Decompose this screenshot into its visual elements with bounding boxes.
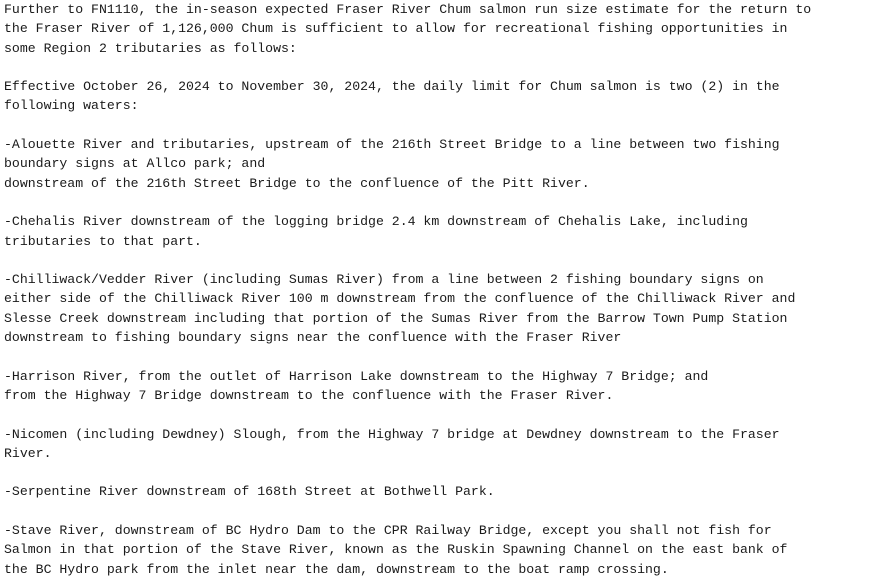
water-nicomen-slough <box>4 425 886 464</box>
text-line: some Region 2 tributaries as follows: <box>4 40 297 56</box>
text-line: the BC Hydro park from the inlet near the dam, downstream to the boat ramp crossing. <box>4 561 669 577</box>
paragraph-spacer <box>4 347 886 366</box>
text-line: downstream of the 216th Street Bridge to the confluence of the Pitt River. <box>4 175 590 191</box>
text-line: -Chilliwack/Vedder River (including Sumas River) from a line between 2 fishing boundary signs on <box>4 272 764 288</box>
paragraph-spacer <box>4 463 886 482</box>
water-chehalis-river <box>4 212 886 251</box>
text-line: tributaries to that part. <box>4 233 202 249</box>
text-line: -Alouette River and tributaries, upstream of the 216th Street Bridge to a line between two fishing <box>4 137 780 153</box>
water-serpentine-river <box>4 482 886 501</box>
text-line: following waters: <box>4 98 139 114</box>
text-line: Effective October 26, 2024 to November 30, 2024, the daily limit for Chum salmon is two (2) in the <box>4 79 780 95</box>
paragraph-spacer <box>4 405 886 424</box>
water-harrison-river <box>4 367 886 406</box>
paragraph-spacer <box>4 251 886 270</box>
text-line: downstream to fishing boundary signs near the confluence with the Fraser River <box>4 330 622 346</box>
text-line: Salmon in that portion of the Stave River, known as the Ruskin Spawning Channel on the east bank of <box>4 542 788 558</box>
water-stave-river <box>4 521 886 579</box>
text-line: from the Highway 7 Bridge downstream to the confluence with the Fraser River. <box>4 387 614 403</box>
text-line: Further to FN1110, the in-season expected Fraser River Chum salmon run size estimate for the return to <box>4 2 812 17</box>
text-line: River. <box>4 445 52 461</box>
notice-document <box>4 0 886 579</box>
effective-date-paragraph <box>4 77 886 116</box>
paragraph-spacer <box>4 116 886 135</box>
water-chilliwack-vedder-river <box>4 270 886 347</box>
text-line: Slesse Creek downstream including that portion of the Sumas River from the Barrow Town Pump Station <box>4 310 788 326</box>
paragraph-spacer <box>4 193 886 212</box>
text-line: -Nicomen (including Dewdney) Slough, from the Highway 7 bridge at Dewdney downstream to the Fraser <box>4 426 780 442</box>
text-line: boundary signs at Allco park; and <box>4 156 266 172</box>
water-alouette-river <box>4 135 886 193</box>
text-line: -Serpentine River downstream of 168th Street at Bothwell Park. <box>4 484 495 500</box>
paragraph-spacer <box>4 502 886 521</box>
text-line: either side of the Chilliwack River 100 m downstream from the confluence of the Chilliwack River and <box>4 291 796 307</box>
text-line: -Chehalis River downstream of the logging bridge 2.4 km downstream of Chehalis Lake, including <box>4 214 748 230</box>
text-line: -Stave River, downstream of BC Hydro Dam to the CPR Railway Bridge, except you shall not fish for <box>4 523 772 539</box>
intro-paragraph <box>4 0 886 58</box>
paragraph-spacer <box>4 58 886 77</box>
text-line: the Fraser River of 1,126,000 Chum is sufficient to allow for recreational fishing opportunities in <box>4 21 788 37</box>
text-line: -Harrison River, from the outlet of Harrison Lake downstream to the Highway 7 Bridge; and <box>4 368 709 384</box>
